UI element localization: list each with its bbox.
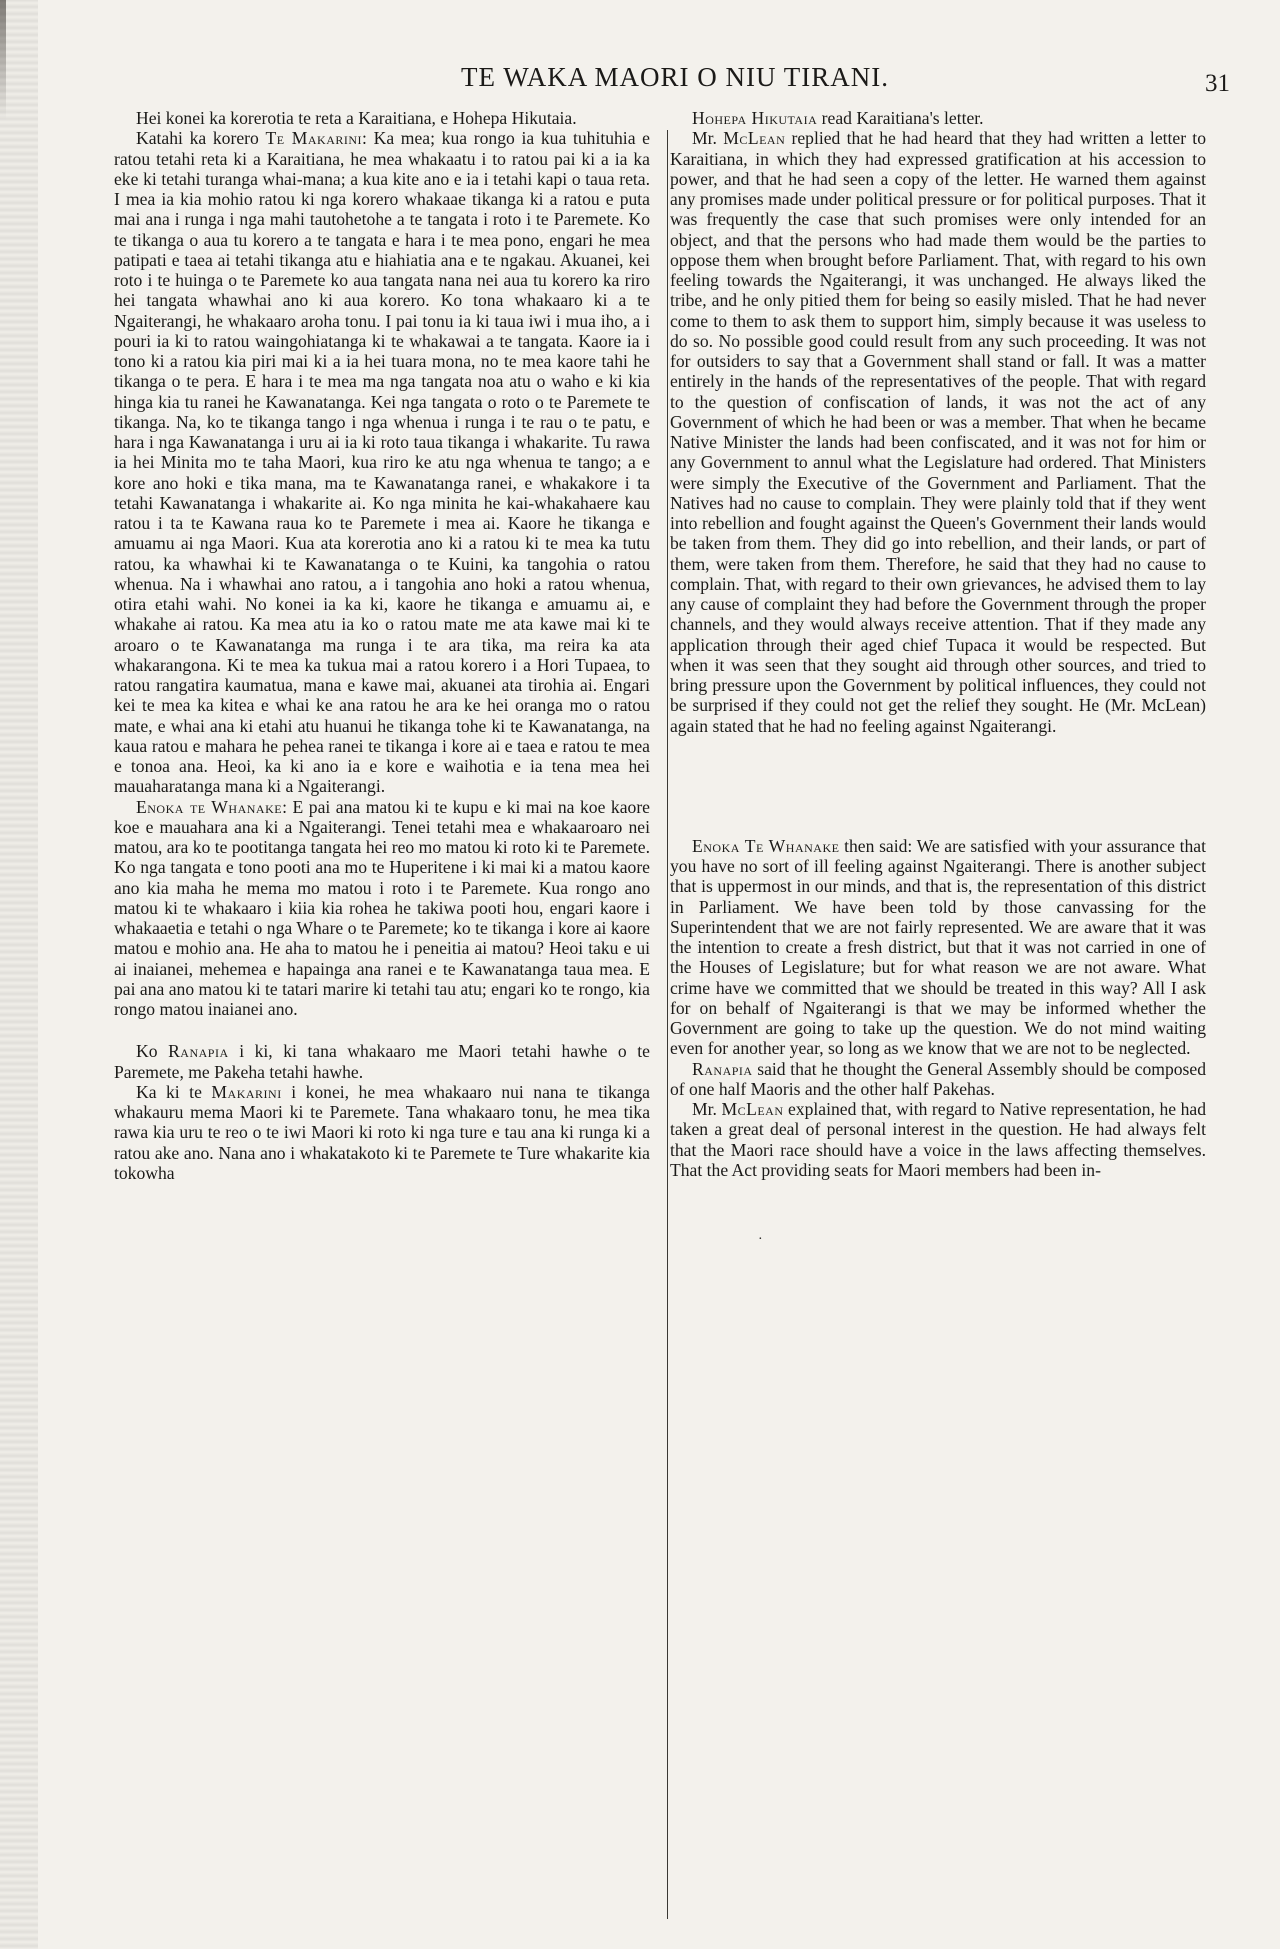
paragraph-text: explained that, with regard to Native representation, he had taken a great deal of personal interest in the question. He had always felt that the Maori race should have a voice in the laws affecting themselves. That the Act providing seats for Maori members had been in- xyxy=(670,1099,1206,1180)
paragraph-prefix: Mr. xyxy=(692,128,717,149)
maori-paragraph-3 xyxy=(114,797,650,1020)
maori-paragraph-4 xyxy=(114,1041,650,1082)
paragraph-text: replied that he had heard that they had written a letter to Karaitiana, in which they had expressed gratification at his accession to power, and that he had seen a copy of the letter. He warned them against any promises made under political pressure or for political purposes. That it was frequently the case that such promises were only intended for an object, and that the persons who had made them would be the parties to oppose them when brought before Parliament. That, with regard to his own feeling towards the Ngaiterangi, it was unchanged. He always liked the tribe, and he only pitied them for being so easily misled. That he had never come to them to ask them to support him, simply because it was useless to do so. No possible good could result from any such proceeding. It was not for outsiders to say that a Government shall stand or fall. It was a matter entirely in the hands of the representatives of the people. That with regard to the question of confiscation of lands, it was not the act of any Government of which he had been or was a member. That when he became Native Minister the lands had been confiscated, and it was not for him or any Government to annul what the Legislature had ordered. That Ministers were simply the Executive of the Government and Parliament. That the Natives had no cause to complain. They were plainly told that if they went into rebellion and fought against the Queen's Government their lands would be taken from them. They did go into rebellion, and their lands, or part of them, were taken from them. Therefore, he said that they had no cause to complain. That, with regard to their own grievances, he advised them to lay any cause of complaint they had before the Government through the proper channels, and they would always receive attention. That if they made any application through their aged chief Tupaca it would be respected. But when it was seen that they sought aid through other sources, and tried to bring pressure upon the Government by political influences, they could not be surprised if they could not get the relief they sought. He (Mr. McLean) again stated that he had no feeling against Ngaiterangi. xyxy=(670,128,1206,736)
speaker-name: McLean xyxy=(723,128,786,149)
paragraph-prefix: Ka ki te xyxy=(136,1081,202,1102)
paragraph-prefix: Ko xyxy=(136,1041,158,1062)
page-number: 31 xyxy=(1205,70,1230,97)
english-paragraph-3 xyxy=(670,836,1206,1059)
paragraph-text: : Ka mea; kua rongo ia kua tuhituhia e ratou tetahi reta ki a Karaitiana, he mea whakaatu i to ratou pai ki a ia ka eke ki tetahi turanga whai-mana; a kua kite ano e ia i tetahi kapi o taua reta. I mea ia kia mohio ratou ki nga korero whakaae tikanga ki a ratou e puta mai ana i runga i nga mahi tautohetohe a te tangata i roto i te Paremete. Ko te tikanga o aua tu korero a te tangata e hara i te mea pono, engari he mea patipati e taea ai tetahi tikanga atu e hiahiatia ana e te ngakau. Akuanei, kei roto i te huinga o te Paremete ko aua tangata nana nei aua tu korero ka riro hei tangata whawhai ano ki aua korero. Ko tona whakaaro ki a te Ngaiterangi, he whakaaro aroha tonu. I pai tonu ia ki taua iwi i mua iho, a i pouri ia ki to ratou waingohiatanga ki te whakawai a te tangata. Kaore ia i tono ki a ratou kia piri mai ki a ia hei tuara mona, no te mea kaore tahi he tikanga o te pera. E hara i te mea ma nga tangata noa atu o waho e ki kia hinga kia tu ranei he Kawanatanga. Kei nga tangata o roto o te Paremete te tikanga. Na, ko te tikanga tango i nga whenua i runga i te rau o te patu, e hara i nga Kawanatanga i uru ai ia ki roto taua tikanga i whakarite. Tu rawa ia hei Minita mo te taha Maori, kua riro ke atu nga whenua te tango; a e kore ano hoki e tika mana, ma te Kawanatanga ranei, e whakakore i ta tetahi Kawanatanga i whakarite ai. Ko nga minita he kai-whakahaere kau ratou i ta te Kawana raua ko te Paremete i mea ai. Kaore he tikanga e amuamu ai nga Maori. Kua ata korerotia ano ki a ratou ki te mea ka tutu ratou, ka whawhai ki te Kawanatanga o te Kuini, ka tangohia o ratou whenua. Na i whawhai ano ratou, a i tangohia ano hoki a ratou whenua, otira etahi wahi. No konei ia ka ki, kaore he tikanga e amuamu ai, e whakahe ai ratou. Ka mea atu ia ko o ratou mate me ata kawe mai ki te aroaro o te Kawanatanga ma runga i te ara tika, ma reira ka ata whakarangona. Ki te mea ka tukua mai a ratou korero i a Hori Tupaea, to ratou rangatira kaumatua, mana e kawe mai, akuanei ata tirohia ai. Engari kei te mea ka kitea e whai ke ana ratou he ara ke hei oranga mo o ratou mate, e whai ana ki etahi atu huanui he tikanga tohe ki te Kawanatanga, na kaua ratou e mahara he pehea ranei te tikanga i kore ai e taea e ratou te mea e tonoa ana. Heoi, ka ki ano ia e kore e waihotia e ia tena mea hei mauaharatanga mana ki a Ngaiterangi. xyxy=(114,128,650,797)
paragraph-text: i konei, he mea whakaaro nui nana te tikanga whakauru mema Maori ki te Paremete. Tana whakaaro tonu, he mea tika rawa kia uru te reo o te iwi Maori ki roto ki nga ture e tau ana ki runga ki a ratou ake ano. Nana ano i whakatakoto ki te Paremete te Ture whakarite kia tokowha xyxy=(114,1081,650,1183)
page-header xyxy=(120,62,1230,102)
speaker-name: Enoka te Whanake xyxy=(136,796,283,817)
speaker-name: Ranapia xyxy=(168,1041,229,1062)
stray-print-dot: · xyxy=(758,1232,763,1247)
paragraph-text: said that he thought the General Assembly should be composed of one half Maoris and the other half Pakehas. xyxy=(670,1058,1206,1099)
speaker-name: Makarini xyxy=(211,1081,282,1102)
binding-shadow xyxy=(0,0,6,120)
maori-paragraph-5 xyxy=(114,1082,650,1183)
paragraph-spacer xyxy=(670,736,1206,836)
speaker-name: Te Makarini xyxy=(265,128,363,149)
column-divider xyxy=(667,130,668,1919)
page-binding-edge xyxy=(0,0,38,1949)
english-paragraph-5 xyxy=(670,1099,1206,1180)
english-paragraph-2 xyxy=(670,128,1206,736)
running-title: TE WAKA MAORI O NIU TIRANI. xyxy=(461,62,889,92)
speaker-name: Ranapia xyxy=(692,1058,753,1079)
paragraph-spacer xyxy=(114,1019,650,1041)
paragraph-prefix: Mr. xyxy=(692,1099,717,1119)
english-paragraph-4 xyxy=(670,1059,1206,1100)
paragraph-text: i ki, ki tana whakaaro me Maori tetahi hawhe o te Paremete, me Pakeha tetahi hawhe. xyxy=(114,1041,650,1082)
maori-column xyxy=(114,108,650,1183)
english-column xyxy=(670,108,1206,1180)
paragraph-prefix: Katahi ka korero xyxy=(136,128,259,149)
speaker-name: McLean xyxy=(721,1099,784,1119)
paragraph-text: : E pai ana matou ki te kupu e ki mai na koe kaore koe e mauahara ana ki a Ngaiterangi. Tenei tetahi mea e whakaaroaro nei matou, ara ko te pootitanga tangata hei reo mo matou ki roto ki te Paremete. Ko nga tangata e tono pooti ana mo te Huperitene i ki mai ki a matou kaore ano kia maha he mema mo matou i roto i te Paremete. Kua rongo ano matou ki te whakaaro i kiia kia rohea he takiwa pooti hou, engari kaore i whakaaetia e tetahi o nga Whare o te Paremete; ko te tikanga i kore ai kaore matou e mohio ana. He aha to matou he i peneitia ai matou? Heoi taku e ui ai inaianei, mehemea e hapainga ana ranei e te Kawanatanga taua mea. E pai ana ano matou ki te tatari marire ki tetahi tau atu; engari ko te rongo, kia rongo matou inaianei ano. xyxy=(114,796,650,1019)
maori-paragraph-1: Hei konei ka korerotia te reta a Karaitiana, e Hohepa Hikutaia. xyxy=(136,108,577,128)
speaker-name: Enoka Te Whanake xyxy=(692,835,840,856)
maori-paragraph-2 xyxy=(114,128,650,796)
english-paragraph-1 xyxy=(670,108,1206,128)
paragraph-text: then said: We are satisfied with your assurance that you have no sort of ill feeling against Ngaiterangi. There is another subject that is uppermost in our minds, and that is, the representation of this district in Parliament. We have been told by those canvassing for the Superintendent that we are not fairly represented. We are aware that it was the intention to create a fresh district, but that it was not carried in one of the Houses of Legislature; but for what reason we are not aware. What crime have we committed that we should be treated in this way? All I ask for on behalf of Ngaiterangi is that we may be informed whether the Government are going to take up the question. We do not mind waiting even for another year, so long as we know that we are not to be neglected. xyxy=(670,835,1206,1059)
speaker-name: Hohepa Hikutaia xyxy=(692,108,818,128)
paragraph-text: read Karaitiana's letter. xyxy=(817,108,984,128)
